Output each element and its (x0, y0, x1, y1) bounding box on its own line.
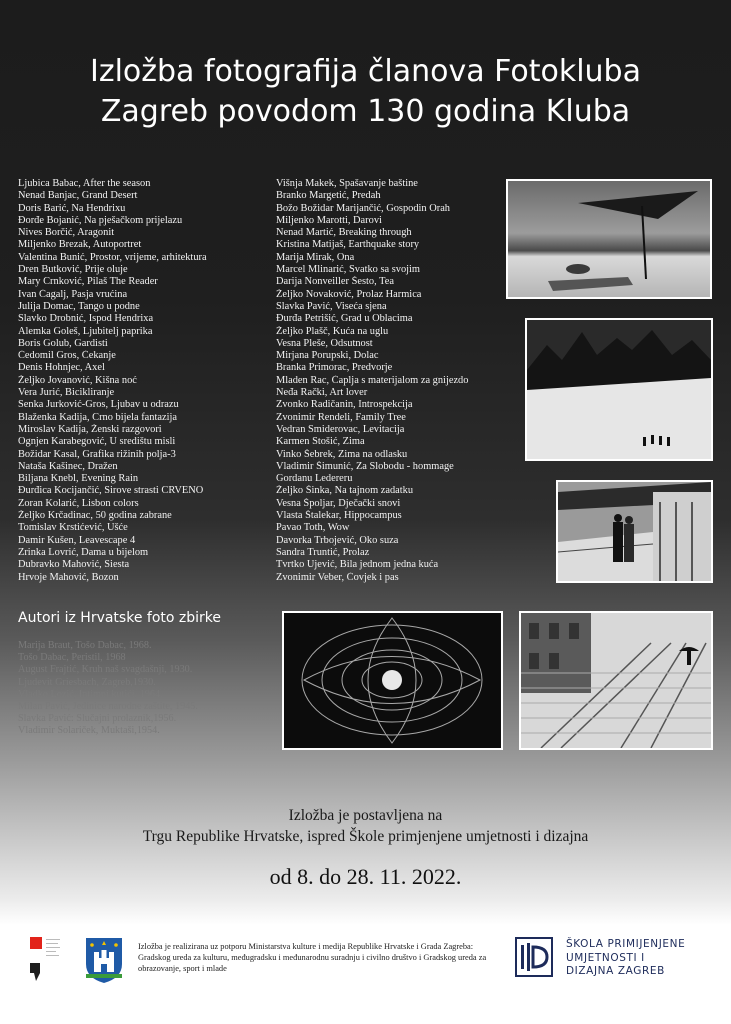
author-entry: Nenad Martić, Breaking through (276, 227, 412, 239)
author-entry: Čedomil Gros, Čekanje (18, 350, 116, 362)
exhibition-dates: od 8. do 28. 11. 2022. (269, 864, 462, 889)
author-entry: Kristina Matijaš, Earthquake story (276, 239, 420, 251)
author-entry: Đorđe Bojanić, Na pješačkom prijelazu (18, 214, 183, 226)
author-entry: Ognjen Karabegović, U središtu misli (18, 436, 176, 448)
author-entry: Slavka Pavić: Slučajni prolaznik,1956. (18, 713, 177, 725)
author-entry: Željko Jovanović, Kišna noć (18, 374, 137, 386)
author-entry: Nataša Kašinec, Dražen (18, 460, 118, 472)
author-entry: Vinko Šebrek, Zima na odlasku (276, 448, 408, 460)
venue-line-2: Trgu Republike Hrvatske, ispred Škole primjenjene umjetnosti i dizajna (142, 828, 589, 845)
author-entry: Željko Novaković, Prolaz Harmica (276, 288, 422, 300)
author-entry: Karmen Stošić, Zima (276, 436, 365, 448)
funding-support-text: Izložba je realizirana uz potporu Ministarstva kulture i medija Republike Hrvatske i Grada Zagreba: Gradskog ureda za kulturu, međugradsku i međunarodnu suradnju i civilno društvo i Gradskog ureda za obrazovanje, sport i mlade (138, 942, 487, 973)
author-entry: Vladimir Šimunić, Za Slobodu - hommage (276, 460, 454, 472)
author-entry: Vladimir Solariček, Muktaši,1954. (18, 725, 160, 737)
author-entry: Tošo Dabac, Peristil, 1968 (18, 652, 126, 664)
author-entry: Zvonimir Veber, Čovjek i pas (276, 571, 399, 583)
author-entry: Mary Crnković, Pilaš The Reader (18, 276, 158, 288)
author-entry: Tomislav Krstićević, Ušće (18, 522, 128, 534)
author-entry: Damir Kušen, Leavescape 4 (18, 534, 136, 546)
author-entry: Miroslav Kadija, Ženski razgovori (18, 423, 162, 435)
author-entry: Gordanu Ledereru (276, 473, 353, 485)
author-entry: Senka Jurković-Gros, Ljubav u odrazu (18, 399, 179, 411)
author-entry: Božo Božidar Marijančić, Gospodin Orah (276, 202, 450, 214)
author-entry: Ljubica Babac, After the season (18, 178, 151, 189)
author-entry: Milan Pavić, Jedinice narodne zaštite, 1945. (18, 701, 198, 713)
snowy-stairs-umbrella-photo (519, 611, 713, 750)
poster-title (0, 52, 731, 132)
author-entry: Božidar Kasal, Grafika rižinih polja-3 (18, 448, 176, 460)
author-entry: Mirjana Porupski, Dolac (276, 350, 379, 362)
authors-column-2 (276, 178, 511, 584)
author-entry: Pavao Toth, Wow (276, 522, 350, 534)
author-entry: Marcel Mlinarić, Svatko sa svojim (276, 264, 420, 276)
author-entry: Denis Hohnjec, Axel (18, 362, 105, 374)
author-entry: Miljenko Brezak, Autoportret (18, 239, 142, 251)
collection-heading: Autori iz Hrvatske foto zbirke (18, 610, 221, 626)
author-entry: Zvonko Radičanin, Introspekcija (276, 399, 413, 411)
author-entry: August Frajtić, Kruh naš svagdašnji, 1930. (18, 664, 193, 676)
author-entry: Đurđa Petrišić, Grad u Oblacima (276, 313, 413, 325)
author-entry: Branka Primorac, Predvorje (276, 362, 393, 374)
author-entry: Dren Butković, Prije oluje (18, 264, 128, 276)
ministry-logo (30, 937, 64, 983)
author-entry: Marija Mirak, Ona (276, 251, 355, 263)
author-entry: Zoran Kolarić, Lisbon colors (18, 497, 139, 509)
author-entry: Ljudevit Griesbach, Zagreb,1930. (18, 676, 156, 688)
author-entry: Neđa Rački, Art lover (276, 387, 368, 399)
author-entry: Nives Borčić, Aragonit (18, 227, 115, 239)
author-entry: Boris Golub, Gardisti (18, 337, 108, 349)
author-entry: Željko Šinka, Na tajnom zadatku (276, 485, 414, 497)
author-entry: Miljenko Marotti, Darovi (276, 214, 382, 226)
author-entry: Biljana Knebl, Evening Rain (18, 473, 139, 485)
author-entry: Đurđica Kocijančić, Sirove strasti CRVENO (18, 485, 204, 497)
school-name-line-3: DIZAJNA ZAGREB (566, 965, 665, 977)
author-entry: Vladko Lozić, Intimni kutići, 1964. (18, 688, 163, 700)
author-entry: Branko Margetić, Predah (276, 190, 381, 202)
author-entry: Doris Barić, Na Hendrixu (18, 202, 126, 214)
author-entry: Vedran Smiderovac, Levitacija (276, 423, 405, 435)
school-name-line-1: ŠKOLA PRIMIJENJENE (566, 938, 686, 950)
umbrella-on-beach-photo (506, 179, 712, 299)
collection-list (18, 640, 198, 738)
author-entry: Vesna Pleše, Odsutnost (276, 337, 373, 349)
author-entry: Tvrtko Ujević, Bila jednom jedna kuća (276, 559, 439, 571)
venue-line-1: Izložba je postavljena na (288, 807, 443, 824)
author-entry: Hrvoje Mahović, Bozon (18, 571, 119, 583)
author-entry: Blaženka Kadija, Crno bijela fantazija (18, 411, 177, 423)
author-entry: Željko Krčadinac, 50 godina zabrane (18, 510, 172, 522)
school-name (566, 938, 685, 979)
author-entry: Ivan Čagalj, Pasja vrućina (18, 288, 128, 300)
authors-column-1 (18, 178, 268, 584)
author-entry: Davorka Trbojević, Oko suza (276, 534, 399, 546)
couple-on-train-platform-photo (556, 480, 713, 583)
author-entry: Vlasta Štalekar, Hippocampus (276, 510, 402, 522)
author-entry: Vesna Špoljar, Dječački snovi (276, 497, 401, 509)
author-entry: Sandra Truntić, Prolaz (276, 546, 370, 558)
author-entry: Željko Plašč, Kuća na uglu (276, 325, 389, 337)
author-entry: Darija Nonveiller Šesto, Tea (276, 276, 394, 288)
author-entry: Zrinka Lovrić, Dama u bijelom (18, 546, 149, 558)
author-entry: Alemka Goleš, Ljubitelj paprika (18, 325, 153, 337)
author-entry: Slavka Pavić, Viseća sjena (276, 300, 387, 312)
author-entry: Marija Braut, Tošo Dabac, 1968. (18, 640, 152, 651)
school-logo-icon (515, 937, 553, 977)
author-entry: Mladen Rac, Čaplja s materijalom za gnijezdo (276, 374, 469, 386)
school-name-line-2: UMJETNOSTI I (566, 951, 645, 964)
author-entry: Slavko Drobnić, Ispod Hendrixa (18, 313, 154, 325)
author-entry: Nenad Banjac, Grand Desert (18, 190, 138, 202)
mountain-snow-hikers-photo (525, 318, 713, 461)
author-entry: Valentina Bunić, Prostor, vrijeme, arhitektura (18, 251, 207, 263)
abstract-kaleidoscope-photo (282, 611, 503, 750)
author-entry: Julija Domac, Tango u podne (18, 300, 140, 312)
title-line-1: Izložba fotografija članova Fotokluba (89, 54, 641, 89)
zagreb-crest-logo (84, 936, 124, 984)
author-entry: Zvonimir Rendeli, Family Tree (276, 411, 406, 423)
author-entry: Višnja Makek, Spašavanje baštine (276, 178, 418, 189)
author-entry: Dubravko Mahović, Siesta (18, 559, 130, 571)
title-line-2: Zagreb povodom 130 godina Kluba (100, 94, 631, 129)
venue-text (0, 805, 731, 847)
author-entry: Vera Jurić, Bicikliranje (18, 387, 115, 399)
